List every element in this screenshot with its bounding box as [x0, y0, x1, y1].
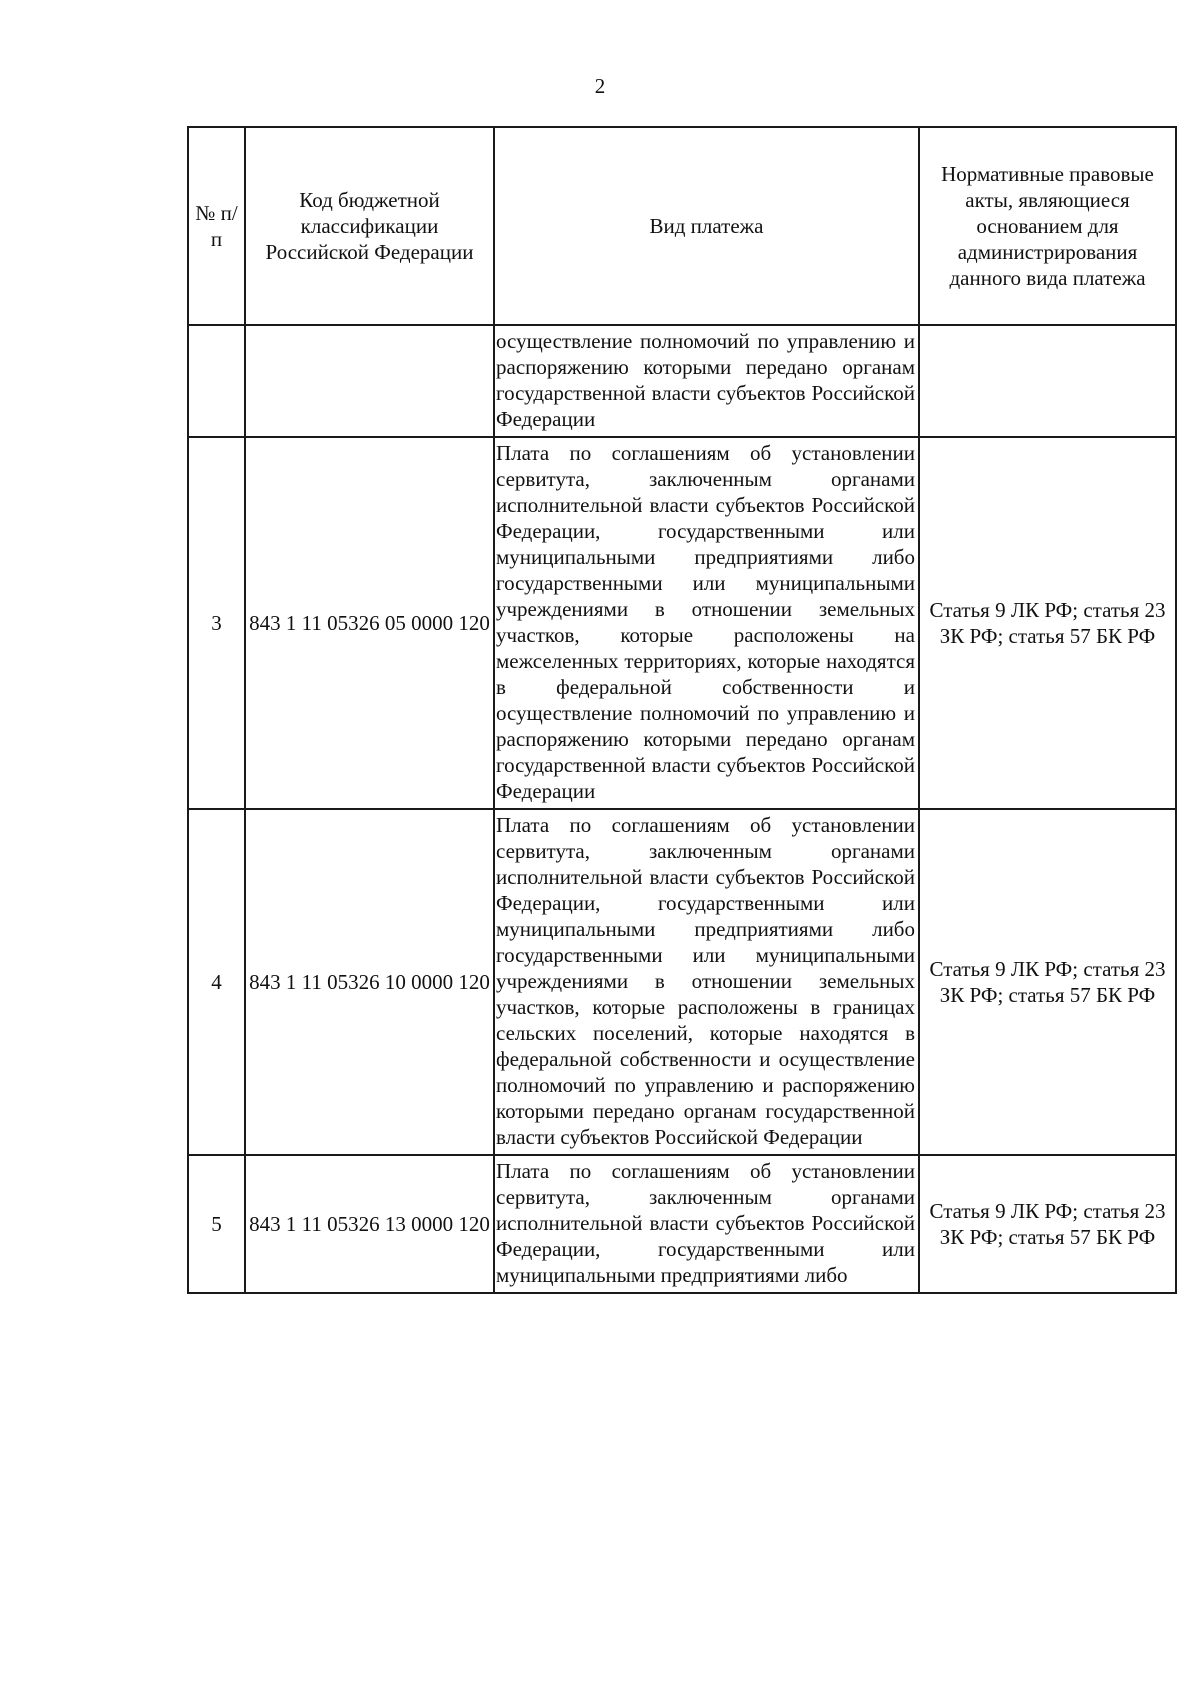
- row-code: 843 1 11 05326 13 0000 120: [245, 1155, 494, 1293]
- header-num: № п/п: [188, 127, 245, 325]
- header-code: Код бюджетной классификации Российской Федерации: [245, 127, 494, 325]
- row-legal-basis: Статья 9 ЛК РФ; статья 23 ЗК РФ; статья 57 БК РФ: [919, 1155, 1176, 1293]
- table-row: [188, 325, 1176, 437]
- row-payment-type: Плата по соглашениям об установлении сервитута, заключенным органами исполнительной власти субъектов Российской Федерации, государственными или муниципальными предприятиями либо: [494, 1155, 919, 1293]
- table-header-row: [188, 127, 1176, 325]
- header-payment-type: Вид платежа: [494, 127, 919, 325]
- row-legal-basis: Статья 9 ЛК РФ; статья 23 ЗК РФ; статья 57 БК РФ: [919, 809, 1176, 1155]
- row-num: 3: [188, 437, 245, 809]
- row-num: 5: [188, 1155, 245, 1293]
- header-legal-basis: Нормативные правовые акты, являющиеся основанием для администрирования данного вида платежа: [919, 127, 1176, 325]
- row-legal-basis: [919, 325, 1176, 437]
- row-code: 843 1 11 05326 05 0000 120: [245, 437, 494, 809]
- row-num: [188, 325, 245, 437]
- row-payment-type: Плата по соглашениям об установлении сервитута, заключенным органами исполнительной власти субъектов Российской Федерации, государственными или муниципальными предприятиями либо государственными или муниципальными учреждениями в отношении земельных участков, которые расположены на межселенных территориях, которые находятся в федеральной собственности и осуществление полномочий по управлению и распоряжению которыми передано органам государственной власти субъектов Российской Федерации: [494, 437, 919, 809]
- page-number: 2: [594, 74, 606, 98]
- row-legal-basis: Статья 9 ЛК РФ; статья 23 ЗК РФ; статья 57 БК РФ: [919, 437, 1176, 809]
- row-code: [245, 325, 494, 437]
- row-payment-type: Плата по соглашениям об установлении сервитута, заключенным органами исполнительной власти субъектов Российской Федерации, государственными или муниципальными предприятиями либо государственными или муниципальными учреждениями в отношении земельных участков, которые расположены в границах сельских поселений, которые находятся в федеральной собственности и осуществление полномочий по управлению и распоряжению которыми передано органам государственной власти субъектов Российской Федерации: [494, 809, 919, 1155]
- row-code: 843 1 11 05326 10 0000 120: [245, 809, 494, 1155]
- row-payment-type: осуществление полномочий по управлению и распоряжению которыми передано органам государственной власти субъектов Российской Федерации: [494, 325, 919, 437]
- row-num: 4: [188, 809, 245, 1155]
- table-row: [188, 1155, 1176, 1293]
- table-row: [188, 437, 1176, 809]
- table-row: [188, 809, 1176, 1155]
- budget-classification-table: [187, 126, 1177, 1294]
